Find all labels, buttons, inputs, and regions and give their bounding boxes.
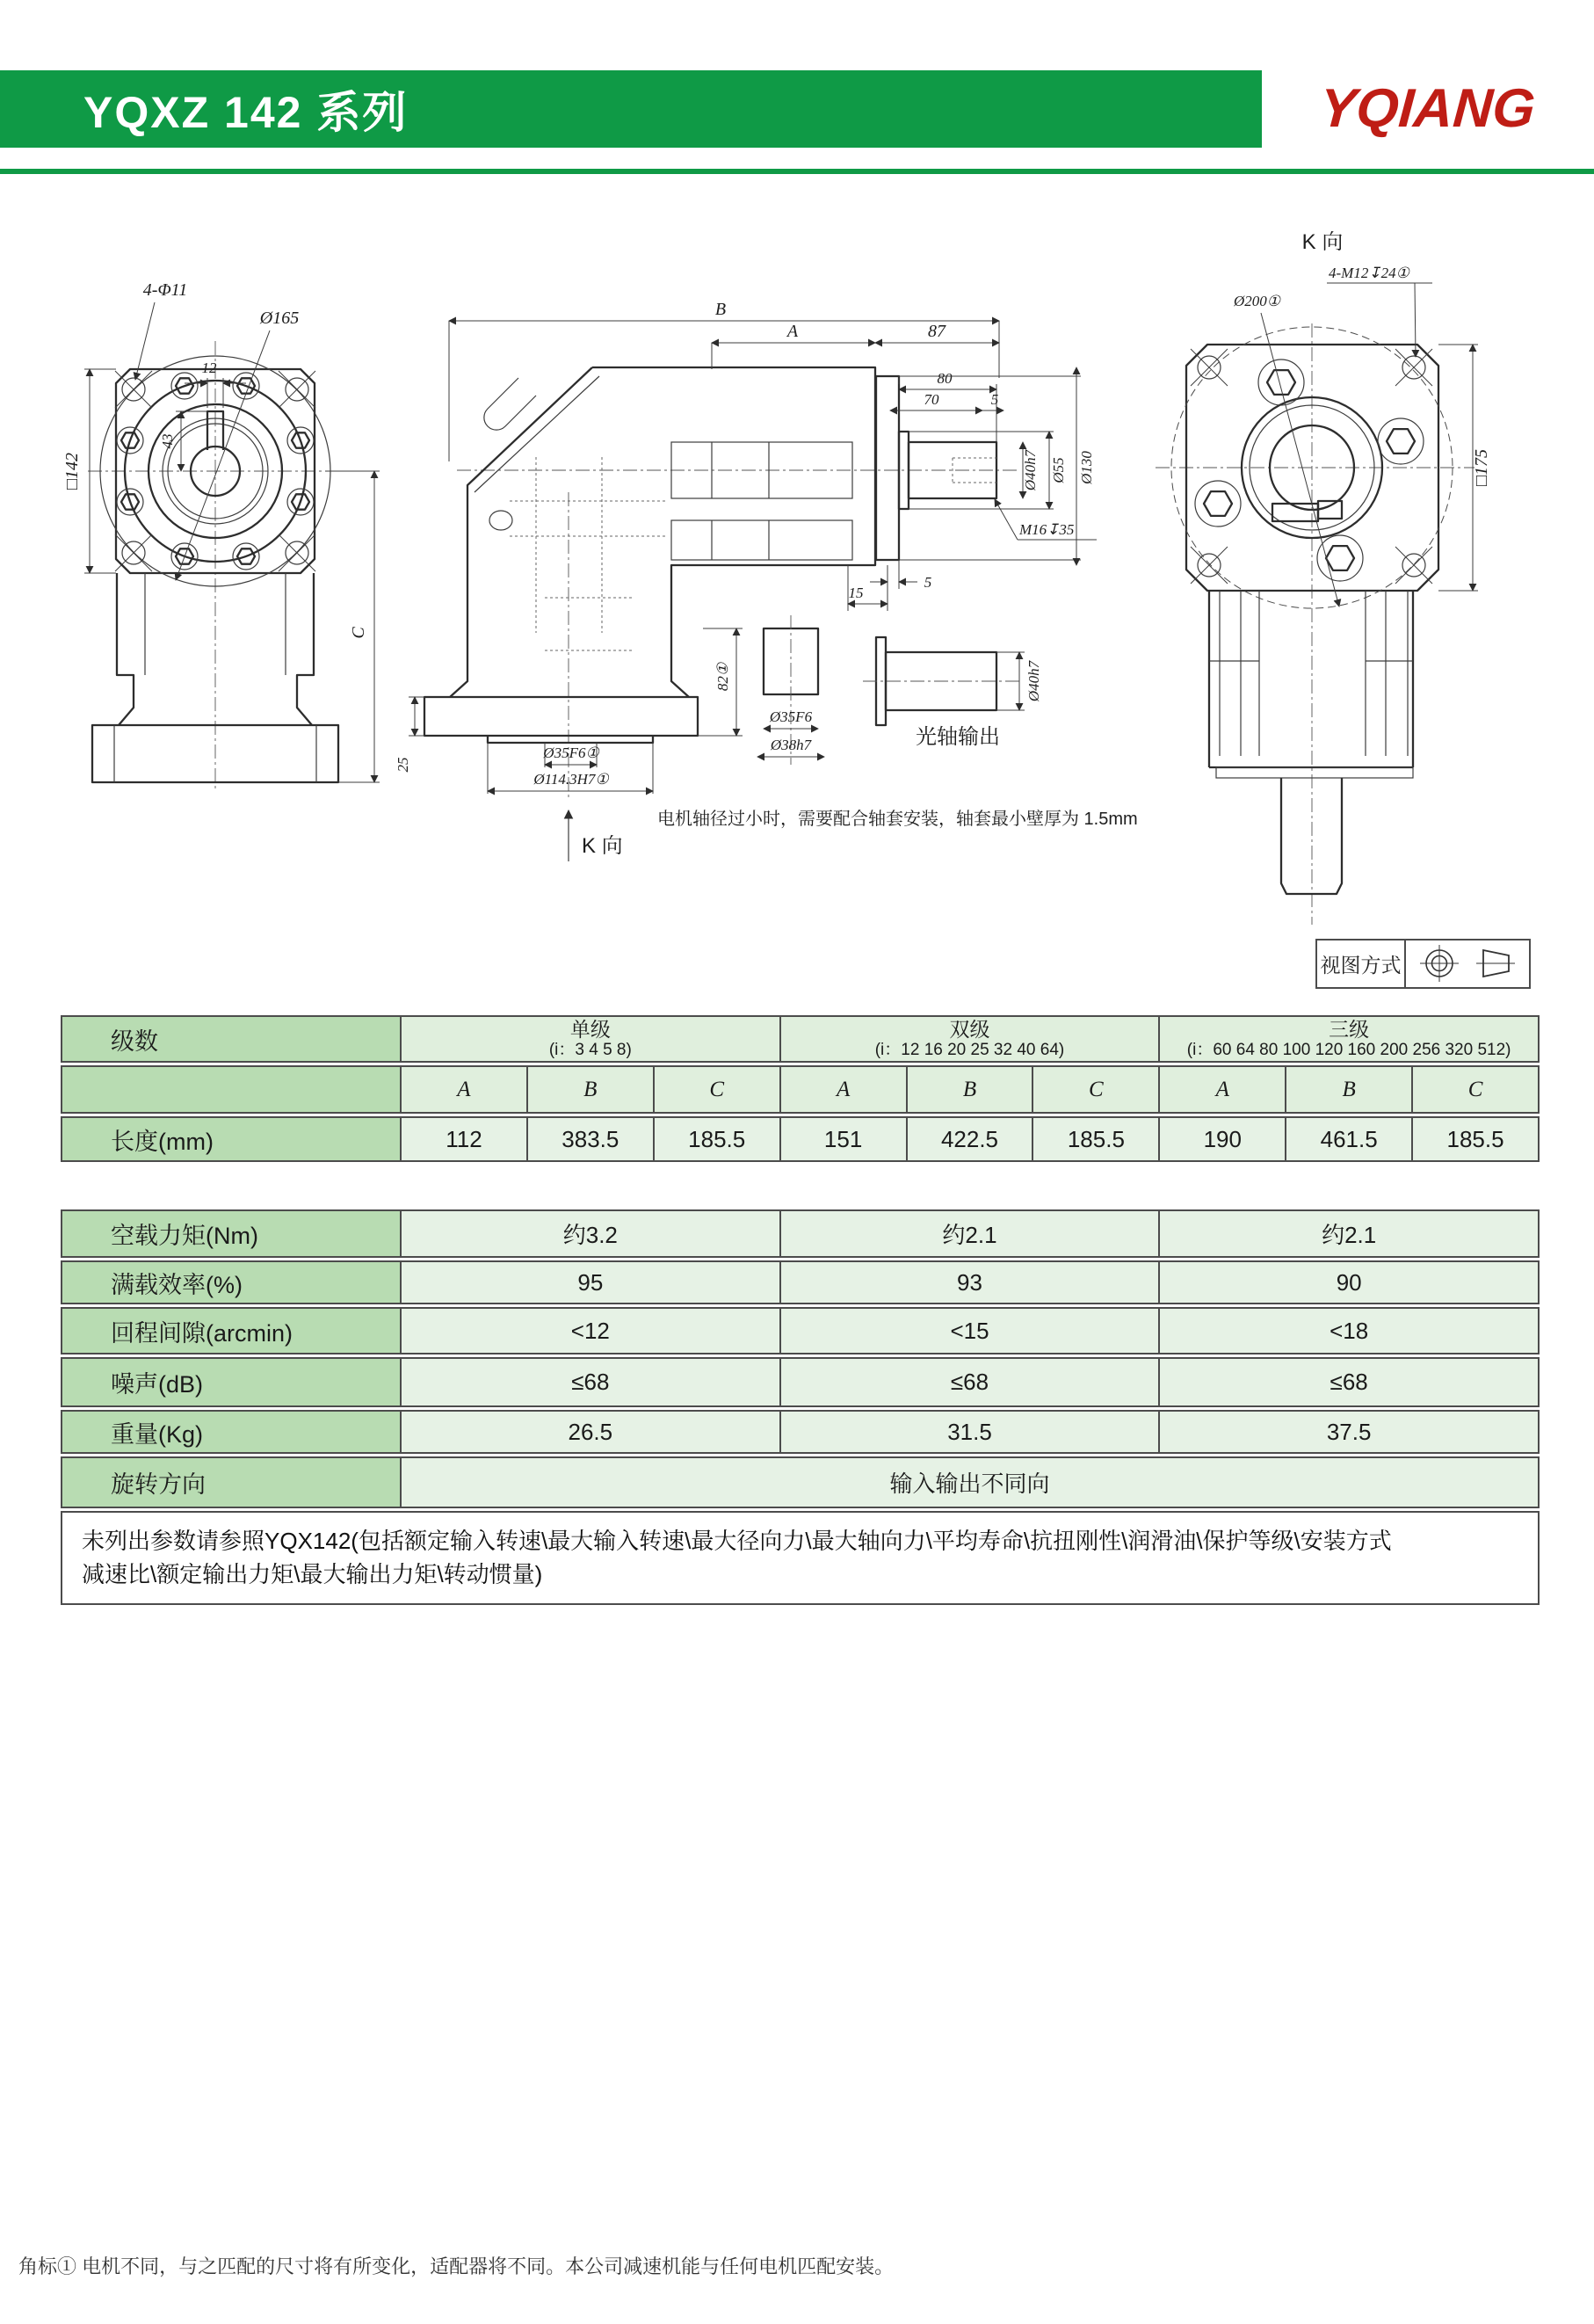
abc-row-label (61, 1065, 402, 1114)
row-label: 回程间隙(arcmin) (61, 1307, 402, 1354)
side-centerlines (457, 470, 1019, 800)
spec-value: ≤68 (402, 1357, 781, 1407)
spec-table (61, 1015, 1540, 1605)
length-value: 112 (402, 1116, 528, 1162)
length-value: 461.5 (1286, 1116, 1413, 1162)
k-view-title: K 向 (1301, 230, 1344, 254)
dim-5-top: 5 (990, 391, 999, 408)
table-row-noise (61, 1357, 1540, 1407)
dim-80: 80 (937, 370, 953, 387)
row-label-length: 长度(mm) (61, 1116, 402, 1162)
dim-square-175: □175 (1472, 448, 1491, 487)
kview-label-boltcircle (1233, 293, 1339, 606)
label-4xm12: 4-M12↧24① (1329, 265, 1409, 281)
front-centerlines (88, 341, 362, 791)
footer-note: 角标① 电机不同，与之匹配的尺寸将有所变化，适配器将不同。本公司减速机能与任何电机匹配安装。 (18, 2255, 895, 2277)
rotation-value: 输入输出不同向 (402, 1456, 1540, 1508)
view-method-box (1315, 939, 1531, 989)
kview-centerlines (1156, 323, 1474, 925)
col-abc: C (655, 1065, 781, 1114)
spec-value: 约3.2 (402, 1209, 781, 1258)
dim-12: 12 (201, 359, 217, 376)
header-divider (0, 169, 1594, 174)
dim-15: 15 (848, 585, 864, 601)
col-abc: C (1413, 1065, 1540, 1114)
dim-70: 70 (924, 391, 939, 408)
front-dim-c (325, 471, 380, 782)
length-value: 151 (781, 1116, 908, 1162)
length-value: 190 (1160, 1116, 1286, 1162)
dim-dia130: Ø130 (1078, 451, 1095, 484)
dim-a: A (786, 322, 799, 341)
table-note-line1: 未列出参数请参照YQX142(包括额定输入转速\最大输入转速\最大径向力\最大轴向力\平均寿命\抗扭刚性\润滑油\保护等级\安装方式 (82, 1528, 1392, 1554)
shaft-caption: 光轴输出 (916, 725, 1000, 749)
table-abc-row (61, 1065, 1540, 1114)
dim-43: 43 (159, 433, 176, 449)
kview-label-taps (1327, 265, 1432, 357)
dim-c: C (349, 627, 368, 639)
col-abc: A (402, 1065, 528, 1114)
side-view-drawing (395, 237, 1138, 892)
front-label-dia165 (176, 309, 299, 580)
spec-value: <18 (1160, 1307, 1540, 1354)
projection-symbols (1406, 940, 1529, 987)
table-row-efficiency (61, 1260, 1540, 1304)
spec-value: 约2.1 (781, 1209, 1161, 1258)
row-label: 重量(Kg) (61, 1410, 402, 1454)
front-view-drawing (53, 264, 404, 809)
table-row-backlash (61, 1307, 1540, 1354)
length-value: 185.5 (655, 1116, 781, 1162)
table-length-row (61, 1116, 1540, 1162)
table-note (61, 1511, 1540, 1605)
dim-25: 25 (395, 757, 411, 773)
side-dim-b (449, 300, 999, 461)
bushing-detail (757, 615, 824, 765)
bushing-outer-dia: Ø35F6 (769, 708, 813, 725)
group-ratios: (i：60 64 80 100 120 160 200 256 320 512) (1186, 1041, 1511, 1060)
group-ratios: (i：12 16 20 25 32 40 64) (874, 1041, 1065, 1060)
col-abc: B (528, 1065, 655, 1114)
col-abc: B (1286, 1065, 1413, 1114)
spec-value: ≤68 (781, 1357, 1161, 1407)
table-row-weight (61, 1410, 1540, 1454)
group-header-triple (1160, 1015, 1540, 1063)
table-row-rotation (61, 1456, 1540, 1508)
dim-5-mid: 5 (924, 574, 932, 591)
dim-square-142: □142 (62, 452, 82, 490)
col-abc: A (781, 1065, 908, 1114)
kview-body (1209, 591, 1413, 894)
dim-b: B (714, 300, 727, 319)
group-name: 双级 (949, 1017, 990, 1041)
bushing-inner-dia: Ø38h7 (770, 737, 812, 753)
projection-cone-icon (1476, 950, 1515, 977)
table-note-line2: 减速比\额定输出力矩\最大输出力矩\转动惯量) (82, 1560, 543, 1587)
page-title: YQXZ 142 系列 (83, 88, 409, 137)
col-abc: C (1033, 1065, 1160, 1114)
kview-hex-screws (1195, 359, 1424, 581)
front-label-holes (135, 280, 187, 380)
label-dia165: Ø165 (259, 309, 300, 328)
spec-value: 37.5 (1160, 1410, 1540, 1454)
side-dim-a-87 (712, 322, 999, 369)
group-name: 单级 (569, 1017, 611, 1041)
group-header-single (402, 1015, 781, 1063)
dim-dia55: Ø55 (1050, 457, 1067, 483)
spec-value: 31.5 (781, 1410, 1161, 1454)
length-value: 185.5 (1033, 1116, 1160, 1162)
col-abc: A (1160, 1065, 1286, 1114)
label-dia200: Ø200① (1234, 293, 1281, 309)
table-row-noload-torque (61, 1209, 1540, 1258)
spec-value: 95 (402, 1260, 781, 1304)
k-view-drawing (1142, 211, 1594, 940)
projection-circle-icon (1420, 945, 1459, 982)
side-housing (424, 367, 996, 743)
length-value: 422.5 (908, 1116, 1034, 1162)
dim-dia40: Ø40h7 (1022, 449, 1039, 491)
length-value: 383.5 (528, 1116, 655, 1162)
side-dim-bore-spigot (488, 743, 653, 794)
header-bar (0, 70, 1262, 148)
bushing-note: 电机轴径过小时，需要配合轴套安装，轴套最小壁厚为 1.5mm (657, 810, 1138, 829)
group-header-double (781, 1015, 1161, 1063)
row-label: 噪声(dB) (61, 1357, 402, 1407)
brand-logo: YQIANG (1317, 77, 1538, 139)
spec-value: 90 (1160, 1260, 1540, 1304)
spec-value: <15 (781, 1307, 1161, 1354)
kview-corner-holes (1191, 349, 1432, 584)
row-label: 满载效率(%) (61, 1260, 402, 1304)
table-gap-row (61, 1165, 1540, 1209)
dim-bore35: Ø35F6① (543, 744, 599, 761)
side-k-direction (569, 810, 623, 861)
dim-82: 82① (714, 662, 731, 692)
side-dim-82 (698, 628, 743, 736)
view-method-label: 视图方式 (1317, 940, 1406, 987)
spec-value: 93 (781, 1260, 1161, 1304)
header-stages: 级数 (61, 1015, 402, 1063)
side-dim-5-15 (848, 560, 931, 611)
shaft-dia-label: Ø40h7 (1025, 660, 1042, 702)
label-tap-m16: M16↧35 (1019, 521, 1075, 538)
row-label: 空载力矩(Nm) (61, 1209, 402, 1258)
row-label-rotation: 旋转方向 (61, 1456, 402, 1508)
length-value: 185.5 (1413, 1116, 1540, 1162)
dim-spigot114: Ø114.3H7① (533, 771, 609, 788)
plain-shaft-detail (863, 637, 1042, 749)
projection-symbol-icons (1406, 939, 1529, 989)
group-ratios: (i：3 4 5 8) (548, 1041, 632, 1060)
spec-value: <12 (402, 1307, 781, 1354)
spec-value: 26.5 (402, 1410, 781, 1454)
dim-87: 87 (928, 322, 946, 341)
group-name: 三级 (1329, 1017, 1370, 1041)
col-abc: B (908, 1065, 1034, 1114)
label-4xphi11: 4-Φ11 (142, 280, 188, 300)
table-header-row (61, 1015, 1540, 1063)
spec-value: ≤68 (1160, 1357, 1540, 1407)
label-k-direction: K 向 (582, 834, 623, 858)
spec-value: 约2.1 (1160, 1209, 1540, 1258)
